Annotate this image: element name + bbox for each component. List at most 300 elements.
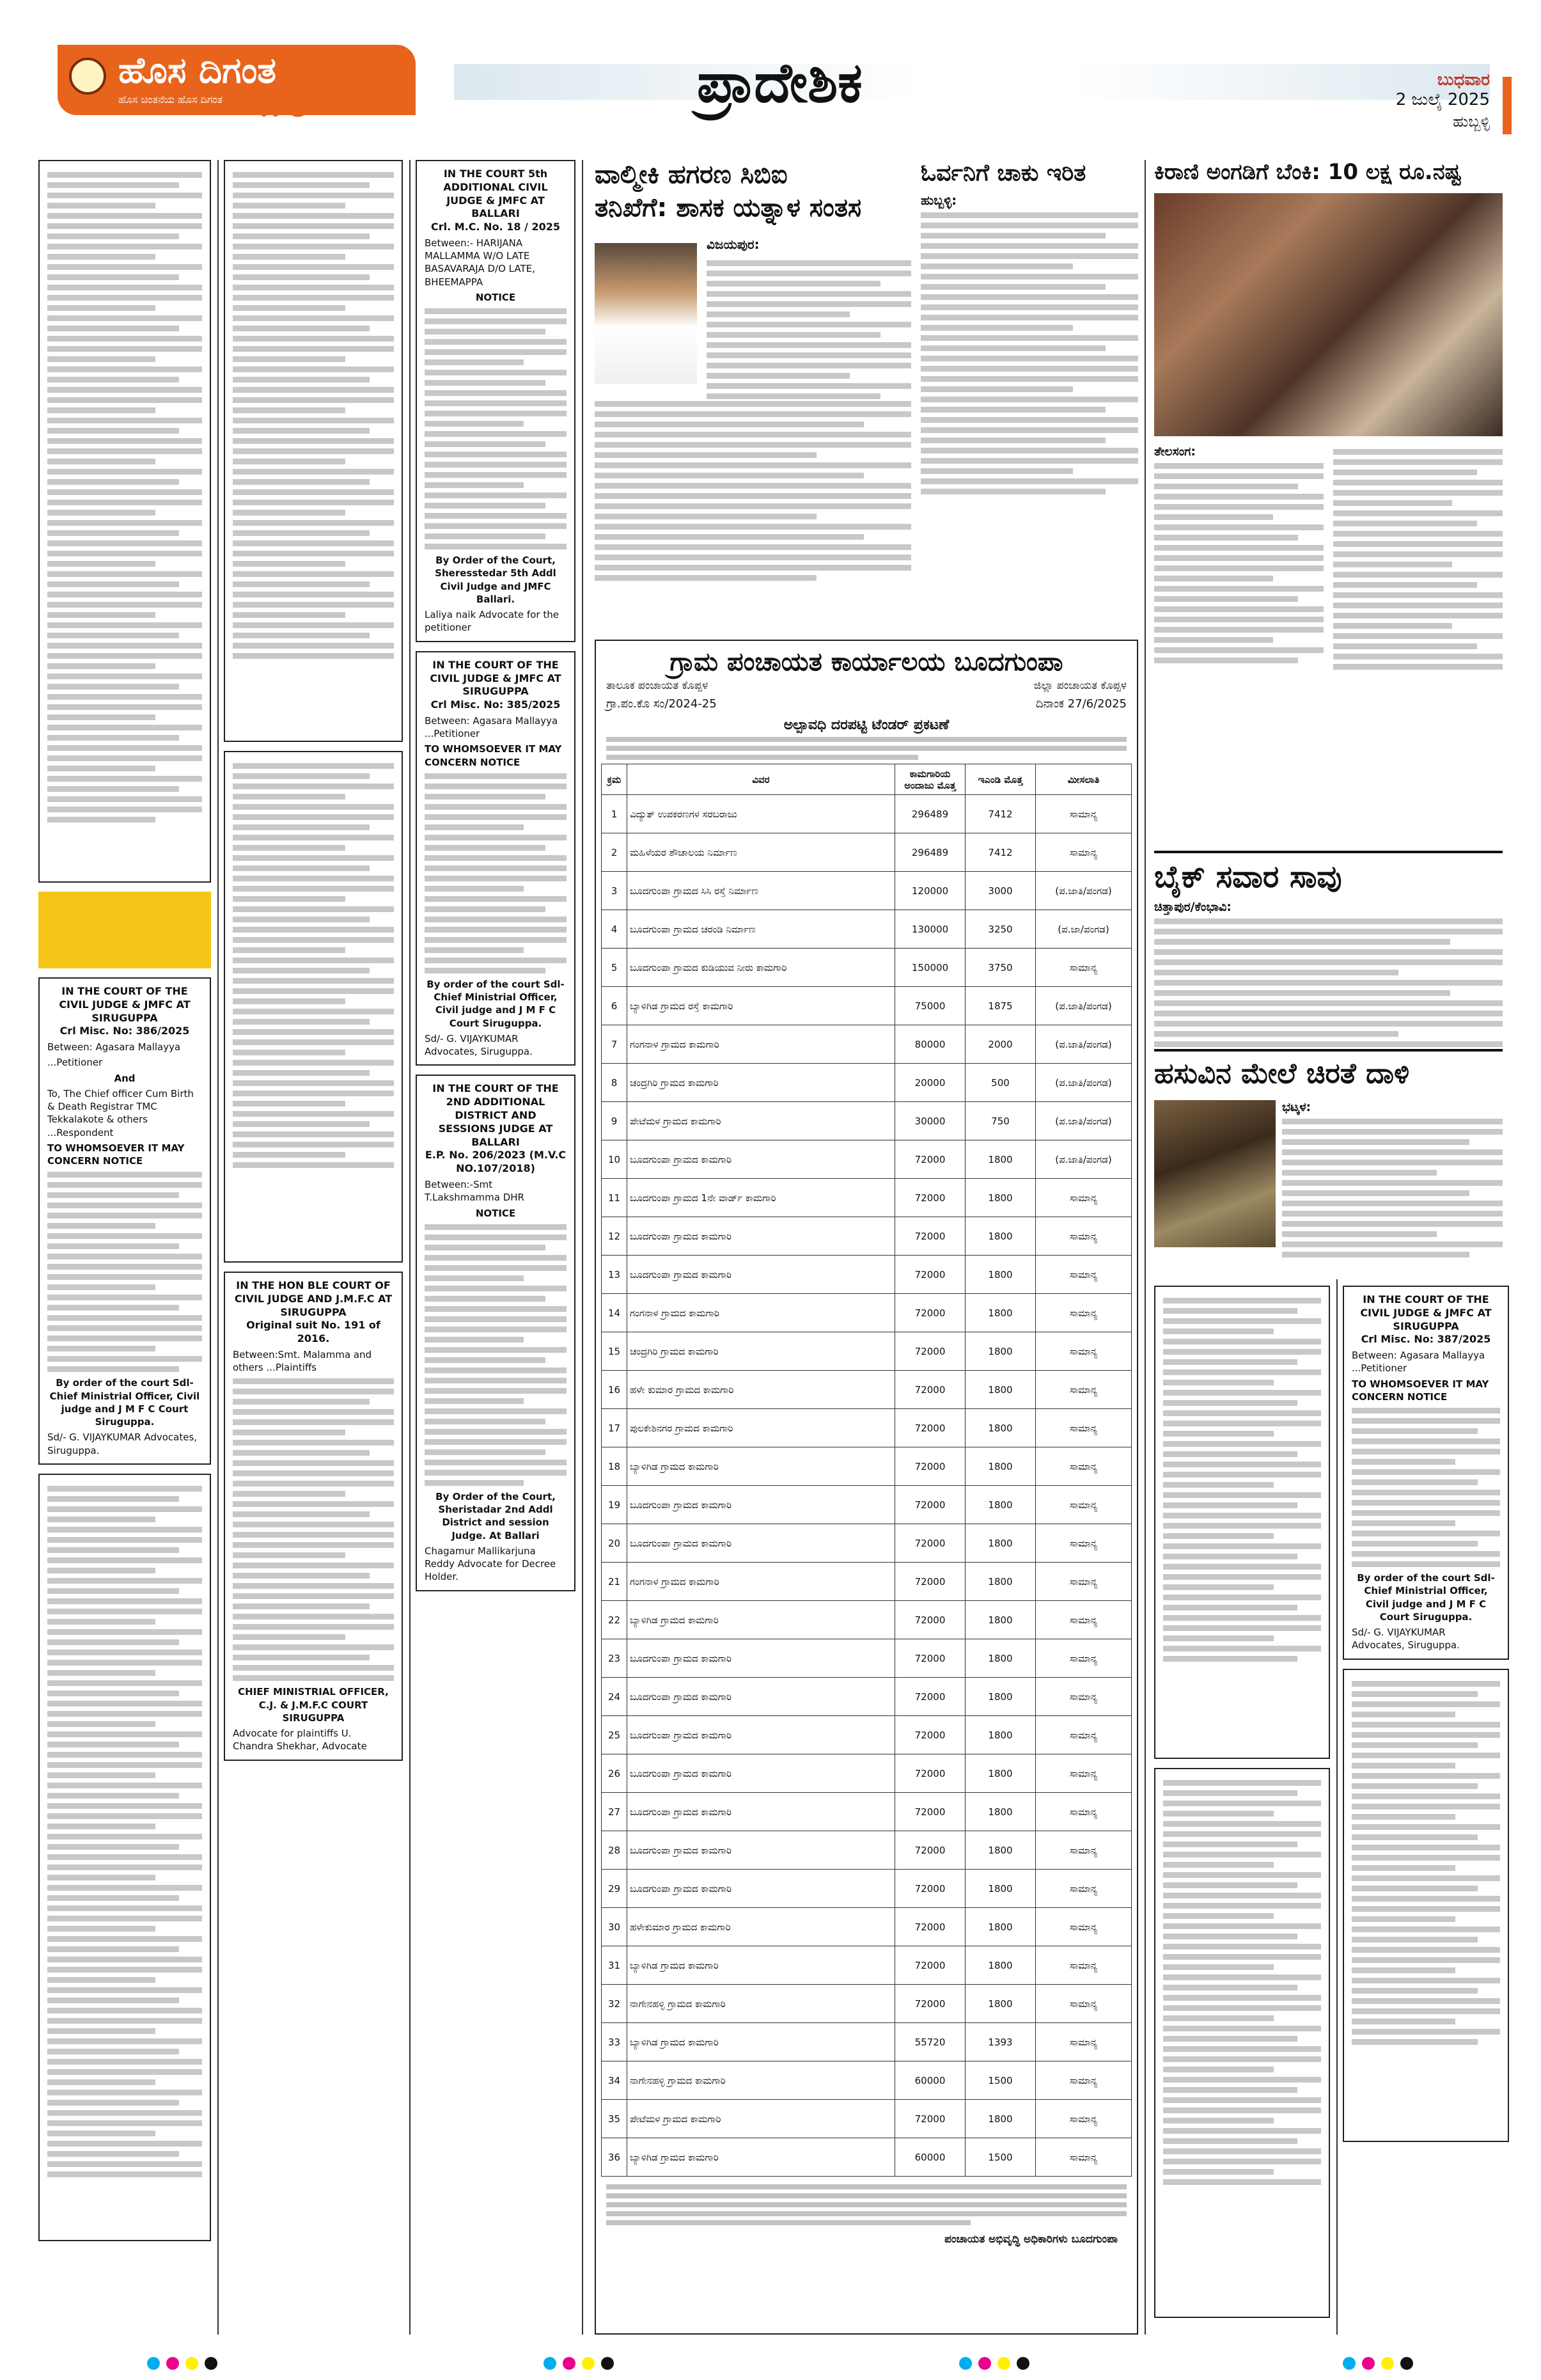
reservation: ಸಾಮಾನ್ಯ — [1036, 1908, 1132, 1946]
kannada-notice — [1343, 1669, 1509, 2142]
reservation: ಸಾಮಾನ್ಯ — [1036, 1754, 1132, 1793]
table-header-row — [602, 764, 1132, 795]
reservation: ಸಾಮಾನ್ಯ — [1036, 1793, 1132, 1831]
notice-heading: TO WHOMSOEVER IT MAY CONCERN NOTICE — [1352, 1378, 1489, 1403]
work-description: ವಿದ್ಯುತ್ ಉಪಕರಣಗಳ ಸರಬರಾಜು — [627, 795, 895, 833]
page-number: ೧೦ — [256, 70, 312, 128]
reservation: ಸಾಮಾನ್ಯ — [1036, 1371, 1132, 1409]
emblem-icon — [69, 58, 106, 95]
reservation: (ಪ.ಜಾ/ಪಂಗಡ) — [1036, 910, 1132, 949]
emd-amount: 1500 — [966, 2138, 1036, 2177]
emd-amount: 1875 — [966, 987, 1036, 1025]
table-row — [602, 1102, 1132, 1140]
table-row — [602, 1140, 1132, 1179]
notice-footer: By order of the court Sdl- Chief Ministrial Officer, Civil judge and J M F C Court Siruguppa. — [1357, 1572, 1495, 1623]
row-number: 9 — [602, 1102, 627, 1140]
row-number: 6 — [602, 987, 627, 1025]
row-number: 36 — [602, 2138, 627, 2177]
reservation: ಸಾಮಾನ್ಯ — [1036, 1217, 1132, 1256]
table-row — [602, 1870, 1132, 1908]
row-number: 3 — [602, 872, 627, 910]
section-title: ಪ್ರಾದೇಶಿಕ — [697, 51, 863, 115]
table-row — [602, 1179, 1132, 1217]
emd-amount: 1393 — [966, 2023, 1036, 2061]
dateline-box — [1349, 70, 1490, 130]
row-number: 30 — [602, 1908, 627, 1946]
table-row — [602, 1946, 1132, 1985]
row-number: 27 — [602, 1793, 627, 1831]
work-description: ಬೂದಗುಂಪಾ ಗ್ರಾಮದ ಕಾಮಗಾರಿ — [627, 1678, 895, 1716]
headline: ಓರ್ವನಿಗೆ ಚಾಕು ಇರಿತ — [921, 160, 1086, 186]
dateline: ತೇಲಸಂಗ: — [1154, 445, 1196, 459]
row-number: 24 — [602, 1678, 627, 1716]
work-description: ಮಹಿಳೆಯರ ಶೌಚಾಲಯ ನಿರ್ಮಾಣ — [627, 833, 895, 872]
notice-between: Between:-Smt T.Lakshmamma DHR — [425, 1179, 524, 1204]
reservation: ಸಾಮಾನ್ಯ — [1036, 1716, 1132, 1754]
reservation: ಸಾಮಾನ್ಯ — [1036, 1563, 1132, 1601]
estimated-amount: 72000 — [895, 2100, 966, 2138]
tender-date: ದಿನಾಂಕ 27/6/2025 — [1035, 697, 1127, 711]
notice-heading: TO WHOMSOEVER IT MAY CONCERN NOTICE — [425, 743, 562, 768]
notice-advocate: Laliya naik Advocate for the petitioner — [425, 609, 559, 634]
notice-misc: Crl. M.C. No. 18 / 2025 — [431, 221, 560, 233]
reservation: ಸಾಮಾನ್ಯ — [1036, 1332, 1132, 1371]
column-header: ಮೀಸಲಾತಿ — [1036, 764, 1132, 795]
table-row — [602, 2138, 1132, 2177]
kannada-notice — [224, 751, 403, 1263]
headline: ಬೈಕ್ ಸವಾರ ಸಾವು — [1154, 859, 1342, 895]
estimated-amount: 55720 — [895, 2023, 966, 2061]
table-row — [602, 1256, 1132, 1294]
table-row — [602, 1217, 1132, 1256]
emd-amount: 1800 — [966, 1140, 1036, 1179]
emd-amount: 1800 — [966, 1908, 1036, 1946]
table-row — [602, 1064, 1132, 1102]
table-row — [602, 872, 1132, 910]
reservation: (ಪ.ಜಾತಿ/ಪಂಗಡ) — [1036, 1140, 1132, 1179]
fire-photo — [1154, 193, 1503, 436]
newspaper-logo — [58, 45, 416, 115]
court-notice-206 — [416, 1075, 575, 1591]
notice-misc: E.P. No. 206/2023 (M.V.C NO.107/2018) — [425, 1149, 567, 1175]
kannada-notice — [38, 160, 211, 883]
table-row — [602, 1294, 1132, 1332]
reservation: ಸಾಮಾನ್ಯ — [1036, 1486, 1132, 1524]
notice-heading: NOTICE — [475, 291, 516, 303]
estimated-amount: 72000 — [895, 1332, 966, 1371]
work-description: ಬೂದಗುಂಪಾ ಗ್ರಾಮದ ಕಾಮಗಾರಿ — [627, 1870, 895, 1908]
column-rule — [1336, 1279, 1338, 2335]
notice-advocate: Sd/- G. VIJAYKUMAR Advocates, Siruguppa. — [425, 1032, 533, 1058]
emd-amount: 3000 — [966, 872, 1036, 910]
table-row — [602, 1601, 1132, 1639]
estimated-amount: 130000 — [895, 910, 966, 949]
emd-amount: 1800 — [966, 1639, 1036, 1678]
row-number: 29 — [602, 1870, 627, 1908]
estimated-amount: 72000 — [895, 1754, 966, 1793]
table-row — [602, 2061, 1132, 2100]
estimated-amount: 72000 — [895, 1831, 966, 1870]
estimated-amount: 72000 — [895, 1601, 966, 1639]
row-number: 25 — [602, 1716, 627, 1754]
row-number: 16 — [602, 1371, 627, 1409]
emd-amount: 1800 — [966, 1524, 1036, 1563]
emd-amount: 7412 — [966, 795, 1036, 833]
reservation: ಸಾಮಾನ್ಯ — [1036, 1256, 1132, 1294]
notice-between: Between:- HARIJANA MALLAMMA W/O LATE BASAVARAJA D/O LATE, BHEEMAPPA — [425, 237, 535, 288]
column-2 — [224, 160, 403, 1770]
emd-amount: 1800 — [966, 1601, 1036, 1639]
estimated-amount: 60000 — [895, 2138, 966, 2177]
emd-amount: 1800 — [966, 1256, 1036, 1294]
row-number: 35 — [602, 2100, 627, 2138]
row-number: 21 — [602, 1563, 627, 1601]
notice-footer: By Order of the Court, Sheristadar 2nd Addl District and session Judge. At Ballari — [435, 1490, 556, 1541]
notice-respondent: To, The Chief officer Cum Birth & Death Registrar TMC Tekkalakote & others ...Respondent — [47, 1087, 194, 1139]
notice-footer: By order of the court Sdl- Chief Ministrial Officer, Civil judge and J M F C Court Siruguppa. — [49, 1377, 200, 1428]
reservation: ಸಾಮಾನ್ಯ — [1036, 2023, 1132, 2061]
estimated-amount: 30000 — [895, 1102, 966, 1140]
work-description: ಬೂದಗುಂಪಾ ಗ್ರಾಮದ ಕಾಮಗಾರಿ — [627, 1639, 895, 1678]
reservation: ಸಾಮಾನ್ಯ — [1036, 833, 1132, 872]
reservation: ಸಾಮಾನ್ಯ — [1036, 2138, 1132, 2177]
emd-amount: 1800 — [966, 1563, 1036, 1601]
row-number: 1 — [602, 795, 627, 833]
court-notice-387 — [1343, 1286, 1509, 1660]
estimated-amount: 72000 — [895, 1946, 966, 1985]
work-description: ಬೂದಗುಂಪಾ ಗ್ರಾಮದ ಕಾಮಗಾರಿ — [627, 1754, 895, 1793]
notice-advocate: Chagamur Mallikarjuna Reddy Advocate for Decree Holder. — [425, 1545, 556, 1583]
table-row — [602, 1409, 1132, 1447]
reservation: ಸಾಮಾನ್ಯ — [1036, 1179, 1132, 1217]
work-description: ಬೂದಗುಂಪಾ ಗ್ರಾಮದ ಕಾಮಗಾರಿ — [627, 1793, 895, 1831]
emd-amount: 1800 — [966, 1409, 1036, 1447]
table-row — [602, 2023, 1132, 2061]
estimated-amount: 72000 — [895, 1639, 966, 1678]
row-number: 14 — [602, 1294, 627, 1332]
estimated-amount: 72000 — [895, 1447, 966, 1486]
emd-amount: 1800 — [966, 1831, 1036, 1870]
reservation: ಸಾಮಾನ್ಯ — [1036, 1524, 1132, 1563]
edition-city: ಹುಬ್ಬಳ್ಳಿ — [1453, 113, 1490, 130]
estimated-amount: 80000 — [895, 1025, 966, 1064]
row-number: 15 — [602, 1332, 627, 1371]
work-description: ಹಳೇಕುಮಾರ ಗ್ರಾಮದ ಕಾಮಗಾರಿ — [627, 1908, 895, 1946]
estimated-amount: 72000 — [895, 1217, 966, 1256]
estimated-amount: 72000 — [895, 1179, 966, 1217]
column-header: ಕಾಮಗಾರಿಯ ಅಂದಾಜು ಮೊತ್ತ — [895, 764, 966, 795]
court-notice-385 — [416, 651, 575, 1066]
tender-heading: ಅಲ್ಪಾವಧಿ ದರಪಟ್ಟಿ ಟೆಂಡರ್ ಪ್ರಕಟಣೆ — [783, 717, 950, 733]
work-description: ಪುಲಕೇಶಿನಗರ ಗ್ರಾಮದ ಕಾಮಗಾರಿ — [627, 1409, 895, 1447]
cow-photo — [1154, 1100, 1276, 1247]
estimated-amount: 72000 — [895, 1409, 966, 1447]
notice-advocate: Sd/- G. VIJAYKUMAR Advocates, Siruguppa. — [1352, 1627, 1460, 1651]
notice-advocate: Sd/- G. VIJAYKUMAR Advocates, Siruguppa. — [47, 1431, 198, 1456]
notice-title: IN THE COURT OF THE CIVIL JUDGE & JMFC AT SIRUGUPPA — [59, 985, 191, 1024]
notice-petitioner: ...Petitioner — [47, 1057, 103, 1069]
emd-amount: 1800 — [966, 1716, 1036, 1754]
emd-amount: 1800 — [966, 1793, 1036, 1831]
tender-taluk: ತಾಲೂಕ ಪಂಚಾಯತ ಕೊಪ್ಪಳ — [606, 679, 708, 692]
notice-between: Between:Smt. Malamma and others ...Plaintiffs — [233, 1348, 372, 1374]
work-description: ಬೂದಗುಂಪಾ ಗ್ರಾಮದ ಕುಡಿಯುವ ನೀರು ಕಾಮಗಾರಿ — [627, 949, 895, 987]
headline: ಹಸುವಿನ ಮೇಲೆ ಚಿರತೆ ದಾಳಿ — [1154, 1057, 1410, 1090]
kannada-notice — [38, 1474, 211, 2241]
row-number: 23 — [602, 1639, 627, 1678]
emd-amount: 3750 — [966, 949, 1036, 987]
work-description: ಚಂದ್ರಗಿರಿ ಗ್ರಾಮದ ಕಾಮಗಾರಿ — [627, 1064, 895, 1102]
article-valmiki — [595, 160, 914, 620]
work-description: ಗಂಗನಾಳ ಗ್ರಾಮದ ಕಾಮಗಾರಿ — [627, 1025, 895, 1064]
work-description: ಚಂದ್ರಗಿರಿ ಗ್ರಾಮದ ಕಾಮಗಾರಿ — [627, 1332, 895, 1371]
estimated-amount: 72000 — [895, 1678, 966, 1716]
registration-marks — [959, 2357, 1029, 2370]
estimated-amount: 72000 — [895, 1870, 966, 1908]
work-description: ಬ್ಯಾಳಿಗಿಡ ಗ್ರಾಮದ ಕಾಮಗಾರಿ — [627, 2023, 895, 2061]
table-row — [602, 949, 1132, 987]
tender-title: ಗ್ರಾಮ ಪಂಚಾಯತ ಕಾರ್ಯಾಲಯ ಬೂದಗುಂಪಾ — [669, 647, 1063, 677]
headline: ತನಿಖೆಗೆ: ಶಾಸಕ ಯತ್ನಾಳ ಸಂತಸ — [595, 193, 862, 223]
row-number: 32 — [602, 1985, 627, 2023]
tender-district: ಜಿಲ್ಲಾ ಪಂಚಾಯತ ಕೊಪ್ಪಳ — [1033, 679, 1127, 692]
notice-title: IN THE COURT OF THE 2ND ADDITIONAL DISTRICT AND SESSIONS JUDGE AT BALLARI — [432, 1082, 559, 1148]
column-right-notices-b — [1343, 1286, 1509, 2151]
table-row — [602, 833, 1132, 872]
table-row — [602, 1524, 1132, 1563]
notice-heading: TO WHOMSOEVER IT MAY CONCERN NOTICE — [47, 1142, 185, 1167]
emd-amount: 1800 — [966, 1332, 1036, 1371]
table-row — [602, 1639, 1132, 1678]
row-number: 22 — [602, 1601, 627, 1639]
column-header: ಇಎಂಡಿ ಮೊತ್ತ — [966, 764, 1036, 795]
row-number: 34 — [602, 2061, 627, 2100]
work-description: ಬೂದಗುಂಪಾ ಗ್ರಾಮದ 1ನೇ ವಾರ್ಡ್ ಕಾಮಗಾರಿ — [627, 1179, 895, 1217]
row-number: 4 — [602, 910, 627, 949]
reservation: ಸಾಮಾನ್ಯ — [1036, 1447, 1132, 1486]
article-knife — [921, 160, 1138, 620]
notice-between: Between: Agasara Mallayya ...Petitioner — [1352, 1350, 1485, 1375]
estimated-amount: 72000 — [895, 1294, 966, 1332]
edge-strip — [1503, 77, 1512, 134]
row-number: 33 — [602, 2023, 627, 2061]
dateline: ಭಟ್ಕಳ: — [1282, 1100, 1311, 1114]
work-description: ಬ್ಯಾಳಿಗಿಡ ಗ್ರಾಮದ ಕಾಮಗಾರಿ — [627, 1946, 895, 1985]
notice-misc: Crl Misc. No: 387/2025 — [1361, 1333, 1491, 1346]
work-description: ಹಳೇ ಕುಮಾರ ಗ್ರಾಮದ ಕಾಮಗಾರಿ — [627, 1371, 895, 1409]
work-description: ಬೂದಗುಂಪಾ ಗ್ರಾಮದ ಕಾಮಗಾರಿ — [627, 1831, 895, 1870]
work-description: ಬ್ಯಾಳಿಗಿಡ ಗ್ರಾಮದ ಕಾಮಗಾರಿ — [627, 2138, 895, 2177]
emd-amount: 2000 — [966, 1025, 1036, 1064]
reservation: (ಪ.ಜಾತಿ/ಪಂಗಡ) — [1036, 987, 1132, 1025]
row-number: 13 — [602, 1256, 627, 1294]
section-band — [454, 64, 1490, 100]
notice-advocate: Advocate for plaintiffs U. Chandra Shekhar, Advocate — [233, 1728, 367, 1753]
table-row — [602, 1486, 1132, 1524]
emd-amount: 1800 — [966, 1447, 1036, 1486]
column-3 — [416, 160, 575, 1600]
estimated-amount: 296489 — [895, 833, 966, 872]
kannada-notice — [224, 160, 403, 742]
estimated-amount: 72000 — [895, 1563, 966, 1601]
notice-title: IN THE COURT OF THE CIVIL JUDGE & JMFC AT SIRUGUPPA — [1360, 1293, 1492, 1332]
headline: ಕಿರಾಣಿ ಅಂಗಡಿಗೆ ಬೆಂಕಿ: 10 ಲಕ್ಷ ರೂ.ನಷ್ಟ — [1154, 159, 1462, 185]
dateline: ವಿಜಯಪುರ: — [707, 237, 760, 252]
notice-footer: By Order of the Court, Sheresstedar 5th Addl Civil Judge and JMFC Ballari. — [435, 555, 556, 605]
article-leopard — [1154, 1049, 1503, 1266]
court-notice-386 — [38, 977, 211, 1465]
row-number: 12 — [602, 1217, 627, 1256]
registration-marks — [147, 2357, 217, 2370]
reservation: (ಪ.ಜಾತಿ/ಪಂಗಡ) — [1036, 1025, 1132, 1064]
work-description: ಪೇಟೆಮಳ ಗ್ರಾಮದ ಕಾಮಗಾರಿ — [627, 1102, 895, 1140]
row-number: 18 — [602, 1447, 627, 1486]
work-description: ನಾಗೇನಹಳ್ಳಿ ಗ್ರಾಮದ ಕಾಮಗಾರಿ — [627, 2061, 895, 2100]
registration-marks — [544, 2357, 614, 2370]
work-description: ಬೂದಗುಂಪಾ ಗ್ರಾಮದ ಸಿಸಿ ರಸ್ತೆ ನಿರ್ಮಾಣ — [627, 872, 895, 910]
notice-title: IN THE COURT OF THE CIVIL JUDGE & JMFC AT SIRUGUPPA — [430, 658, 561, 698]
work-description: ಬೂದಗುಂಪಾ ಗ್ರಾಮದ ಕಾಮಗಾರಿ — [627, 1217, 895, 1256]
estimated-amount: 72000 — [895, 1908, 966, 1946]
estimated-amount: 120000 — [895, 872, 966, 910]
table-row — [602, 1447, 1132, 1486]
emd-amount: 3250 — [966, 910, 1036, 949]
row-number: 17 — [602, 1409, 627, 1447]
issue-date: 2 ಜುಲೈ 2025 — [1395, 90, 1490, 109]
work-description: ಬೂದಗುಂಪಾ ಗ್ರಾಮದ ಕಾಮಗಾರಿ — [627, 1140, 895, 1179]
row-number: 10 — [602, 1140, 627, 1179]
work-description: ಬ್ಯಾಳಿಗಿಡ ಗ್ರಾಮದ ರಸ್ತೆ ಕಾಮಗಾರಿ — [627, 987, 895, 1025]
kannada-notice — [1154, 1286, 1330, 1759]
work-description: ಗಂಗನಾಳ ಗ್ರಾಮದ ಕಾಮಗಾರಿ — [627, 1294, 895, 1332]
work-description: ಬೂದಗುಂಪಾ ಗ್ರಾಮದ ಕಾಮಗಾರಿ — [627, 1256, 895, 1294]
notice-between: Between: Agasara Mallayya — [47, 1041, 181, 1053]
emd-amount: 500 — [966, 1064, 1036, 1102]
table-row — [602, 1754, 1132, 1793]
estimated-amount: 72000 — [895, 1985, 966, 2023]
reservation: ಸಾಮಾನ್ಯ — [1036, 1294, 1132, 1332]
kannada-notice — [1154, 1768, 1330, 2318]
work-description: ಬ್ಯಾಳಿಗಿಡ ಗ್ರಾಮದ ಕಾಮಗಾರಿ — [627, 1601, 895, 1639]
emd-amount: 1800 — [966, 1678, 1036, 1716]
emd-amount: 1800 — [966, 1294, 1036, 1332]
estimated-amount: 72000 — [895, 1793, 966, 1831]
table-row — [602, 1678, 1132, 1716]
reservation: ಸಾಮಾನ್ಯ — [1036, 2061, 1132, 2100]
estimated-amount: 72000 — [895, 1256, 966, 1294]
estimated-amount: 72000 — [895, 1140, 966, 1179]
emd-amount: 1800 — [966, 1754, 1036, 1793]
column-1 — [38, 160, 211, 2250]
yellow-block — [38, 892, 211, 968]
headline: ವಾಲ್ಮೀಕಿ ಹಗರಣ ಸಿಬಿಐ — [595, 160, 788, 189]
court-notice-18 — [416, 160, 575, 642]
reservation: ಸಾಮಾನ್ಯ — [1036, 1985, 1132, 2023]
work-description: ನಾಗೇನಹಳ್ಳಿ ಗ್ರಾಮದ ಕಾಮಗಾರಿ — [627, 1985, 895, 2023]
article-bike — [1154, 851, 1503, 1043]
weekday: ಬುಧವಾರ — [1437, 70, 1490, 90]
table-row — [602, 1985, 1132, 2023]
column-right-notices-a — [1154, 1286, 1330, 2327]
reservation: ಸಾಮಾನ್ಯ — [1036, 1678, 1132, 1716]
registration-marks — [1343, 2357, 1413, 2370]
reservation: ಸಾಮಾನ್ಯ — [1036, 795, 1132, 833]
table-row — [602, 1025, 1132, 1064]
emd-amount: 1800 — [966, 1179, 1036, 1217]
table-row — [602, 910, 1132, 949]
column-rule — [1145, 160, 1146, 2335]
row-number: 8 — [602, 1064, 627, 1102]
estimated-amount: 75000 — [895, 987, 966, 1025]
tender-table — [601, 764, 1132, 2177]
table-row — [602, 987, 1132, 1025]
reservation: ಸಾಮಾನ್ಯ — [1036, 1946, 1132, 1985]
court-notice-191 — [224, 1272, 403, 1761]
article-fire — [1154, 160, 1503, 838]
table-row — [602, 1332, 1132, 1371]
row-number: 26 — [602, 1754, 627, 1793]
notice-misc: Crl Misc. No: 385/2025 — [430, 698, 561, 711]
work-description: ಗಂಗನಾಳ ಗ್ರಾಮದ ಕಾಮಗಾರಿ — [627, 1563, 895, 1601]
row-number: 7 — [602, 1025, 627, 1064]
reservation: ಸಾಮಾನ್ಯ — [1036, 1870, 1132, 1908]
notice-and: And — [114, 1072, 136, 1084]
notice-footer: By order of the court Sdl- Chief Ministrial Officer, Civil judge and J M F C Court Siruguppa. — [426, 978, 565, 1029]
estimated-amount: 60000 — [895, 2061, 966, 2100]
reservation: ಸಾಮಾನ್ಯ — [1036, 949, 1132, 987]
emd-amount: 1800 — [966, 2100, 1036, 2138]
estimated-amount: 72000 — [895, 1716, 966, 1754]
reservation: (ಪ.ಜಾತಿ/ಪಂಗಡ) — [1036, 872, 1132, 910]
table-row — [602, 1716, 1132, 1754]
column-header: ವಿವರ — [627, 764, 895, 795]
row-number: 31 — [602, 1946, 627, 1985]
work-description: ಪೇಟೆಮಳ ಗ್ರಾಮದ ಕಾಮಗಾರಿ — [627, 2100, 895, 2138]
row-number: 20 — [602, 1524, 627, 1563]
notice-misc: Original suit No. 191 of 2016. — [246, 1319, 380, 1345]
table-row — [602, 1831, 1132, 1870]
emd-amount: 1800 — [966, 1985, 1036, 2023]
table-row — [602, 1908, 1132, 1946]
politician-photo — [595, 243, 697, 384]
emd-amount: 1800 — [966, 1870, 1036, 1908]
reservation: ಸಾಮಾನ್ಯ — [1036, 2100, 1132, 2138]
estimated-amount: 72000 — [895, 1371, 966, 1409]
estimated-amount: 296489 — [895, 795, 966, 833]
paper-name: ಹೊಸ ದಿಗಂತ — [118, 50, 276, 91]
reservation: (ಪ.ಜಾತಿ/ಪಂಗಡ) — [1036, 1064, 1132, 1102]
work-description: ಬೂದಗುಂಪಾ ಗ್ರಾಮದ ಚರಂಡಿ ನಿರ್ಮಾಣ — [627, 910, 895, 949]
column-rule — [217, 160, 219, 2335]
table-row — [602, 1793, 1132, 1831]
reservation: ಸಾಮಾನ್ಯ — [1036, 1831, 1132, 1870]
tender-signatory: ಪಂಚಾಯತ ಅಭಿವೃದ್ಧಿ ಅಧಿಕಾರಿಗಳು ಬೂದಗುಂಪಾ — [944, 2233, 1118, 2246]
emd-amount: 1800 — [966, 1486, 1036, 1524]
row-number: 19 — [602, 1486, 627, 1524]
notice-between: Between: Agasara Mallayya ...Petitioner — [425, 714, 558, 740]
row-number: 28 — [602, 1831, 627, 1870]
table-row — [602, 795, 1132, 833]
column-rule — [582, 160, 583, 2335]
work-description: ಬೂದಗುಂಪಾ ಗ್ರಾಮದ ಕಾಮಗಾರಿ — [627, 1524, 895, 1563]
estimated-amount: 20000 — [895, 1064, 966, 1102]
tender-ref: ಗ್ರಾ.ಪಂ.ಕೊ ಸಂ/2024-25 — [606, 697, 717, 711]
column-header: ಕ್ರಮ — [602, 764, 627, 795]
emd-amount: 1800 — [966, 1217, 1036, 1256]
tender-notice — [595, 640, 1138, 2335]
table-row — [602, 1371, 1132, 1409]
emd-amount: 1500 — [966, 2061, 1036, 2100]
